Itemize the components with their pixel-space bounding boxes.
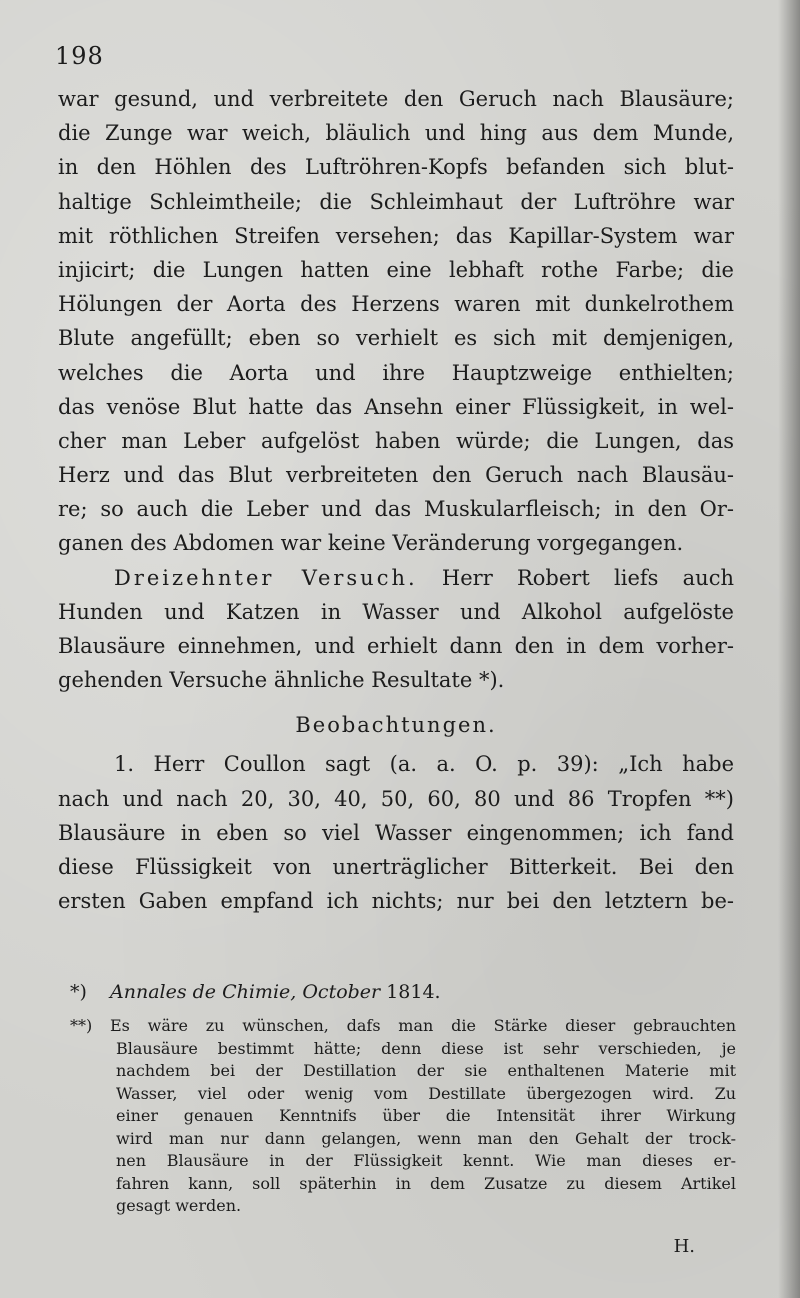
- text-line: re; so auch die Leber und das Muskularfleisch; in den Or-: [58, 497, 734, 522]
- footnote-line: Blausäure bestimmt hätte; denn diese ist sehr verschieden, je: [116, 1038, 736, 1058]
- footnote-line: einer genauen Kenntnifs über die Intensität ihrer Wirkung: [116, 1106, 736, 1125]
- text-line: die Zunge war weich, bläulich und hing aus dem Munde,: [58, 121, 734, 146]
- text-line: in den Höhlen des Luftröhren-Kopfs befanden sich blut-: [58, 155, 734, 180]
- text-line: ersten Gaben empfand ich nichts; nur bei den letztern be-: [58, 889, 734, 914]
- text-line: Hölungen der Aorta des Herzens waren mit dunkelrothem: [58, 292, 734, 317]
- text-line: ganen des Abdomen war keine Veränderung vorgegangen.: [58, 531, 684, 556]
- footnote-line: nen Blausäure in der Flüssigkeit kennt. Wie man dieses er-: [116, 1151, 736, 1170]
- footnote-line: wird man nur dann gelangen, wenn man den Gehalt der trock-: [116, 1128, 736, 1148]
- footnote-signature: H.: [673, 1236, 695, 1257]
- footnote-mark: **): [70, 1016, 93, 1035]
- text-line: Blausäure einnehmen, und erhielt dann den in dem vorher-: [58, 634, 734, 658]
- footnote-1: [70, 975, 736, 1009]
- experiment-first-line: [58, 561, 734, 595]
- footnotes: [70, 975, 736, 1218]
- text-line: diese Flüssigkeit von unerträglicher Bitterkeit. Bei den: [58, 854, 734, 879]
- footnote-source: Annales de Chimie, October: [110, 981, 381, 1003]
- experiment-label: Dreizehnter Versuch.: [114, 565, 418, 590]
- footnote-mark: *): [70, 981, 87, 1003]
- text-line: mit röthlichen Streifen versehen; das Kapillar-System war: [58, 223, 734, 248]
- observation-first-line-rest: Herr Coullon sagt (a. a. O. p. 39): „Ich habe: [153, 752, 735, 777]
- text-line: cher man Leber aufgelöst haben würde; die Lungen, das: [58, 428, 734, 453]
- text-line: injicirt; die Lungen hatten eine lebhaft rothe Farbe; die: [58, 257, 734, 282]
- main-text: [58, 82, 734, 918]
- footnote-line: nachdem bei der Destillation der sie enthaltenen Materie mit: [116, 1061, 736, 1080]
- footnote-year: 1814.: [386, 981, 441, 1003]
- text-line: nach und nach 20, 30, 40, 50, 60, 80 und 86 Tropfen **): [58, 786, 734, 811]
- section-heading: Beobachtungen.: [295, 713, 497, 738]
- footnote-line: gesagt werden.: [116, 1196, 242, 1215]
- text-line: Hunden und Katzen in Wasser und Alkohol aufgelöste: [58, 599, 734, 624]
- page-edge-shadow: [778, 0, 800, 1298]
- text-line: war gesund, und verbreitete den Geruch nach Blausäure;: [58, 87, 734, 111]
- footnote-line: Wasser, viel oder wenig vom Destillate übergezogen wird. Zu: [116, 1083, 736, 1103]
- observation-first-line: [58, 747, 734, 781]
- text-line: gehenden Versuche ähnliche Resultate *).: [58, 668, 505, 693]
- text-line: Blausäure in eben so viel Wasser eingenommen; ich fand: [58, 820, 734, 845]
- text-line: Herz und das Blut verbreiteten den Geruch nach Blausäu-: [58, 463, 734, 488]
- text-line: das venöse Blut hatte das Ansehn einer Flüssigkeit, in wel-: [58, 394, 734, 419]
- text-line: Blute angefüllt; eben so verhielt es sich mit demjenigen,: [58, 326, 734, 351]
- text-line: haltige Schleimtheile; die Schleimhaut der Luftröhre war: [58, 189, 734, 214]
- observation-number: 1.: [114, 752, 135, 777]
- page-number: 198: [55, 42, 104, 70]
- footnote-text: Es wäre zu wünschen, dafs man die Stärke dieser gebrauchten: [110, 1016, 736, 1035]
- text-line: welches die Aorta und ihre Hauptzweige enthielten;: [58, 360, 734, 385]
- footnote-2-first-line: [70, 1015, 736, 1038]
- experiment-first-line-rest: Herr Robert liefs auch: [441, 565, 734, 590]
- footnote-line: fahren kann, soll späterhin in dem Zusatze zu diesem Artikel: [116, 1173, 736, 1193]
